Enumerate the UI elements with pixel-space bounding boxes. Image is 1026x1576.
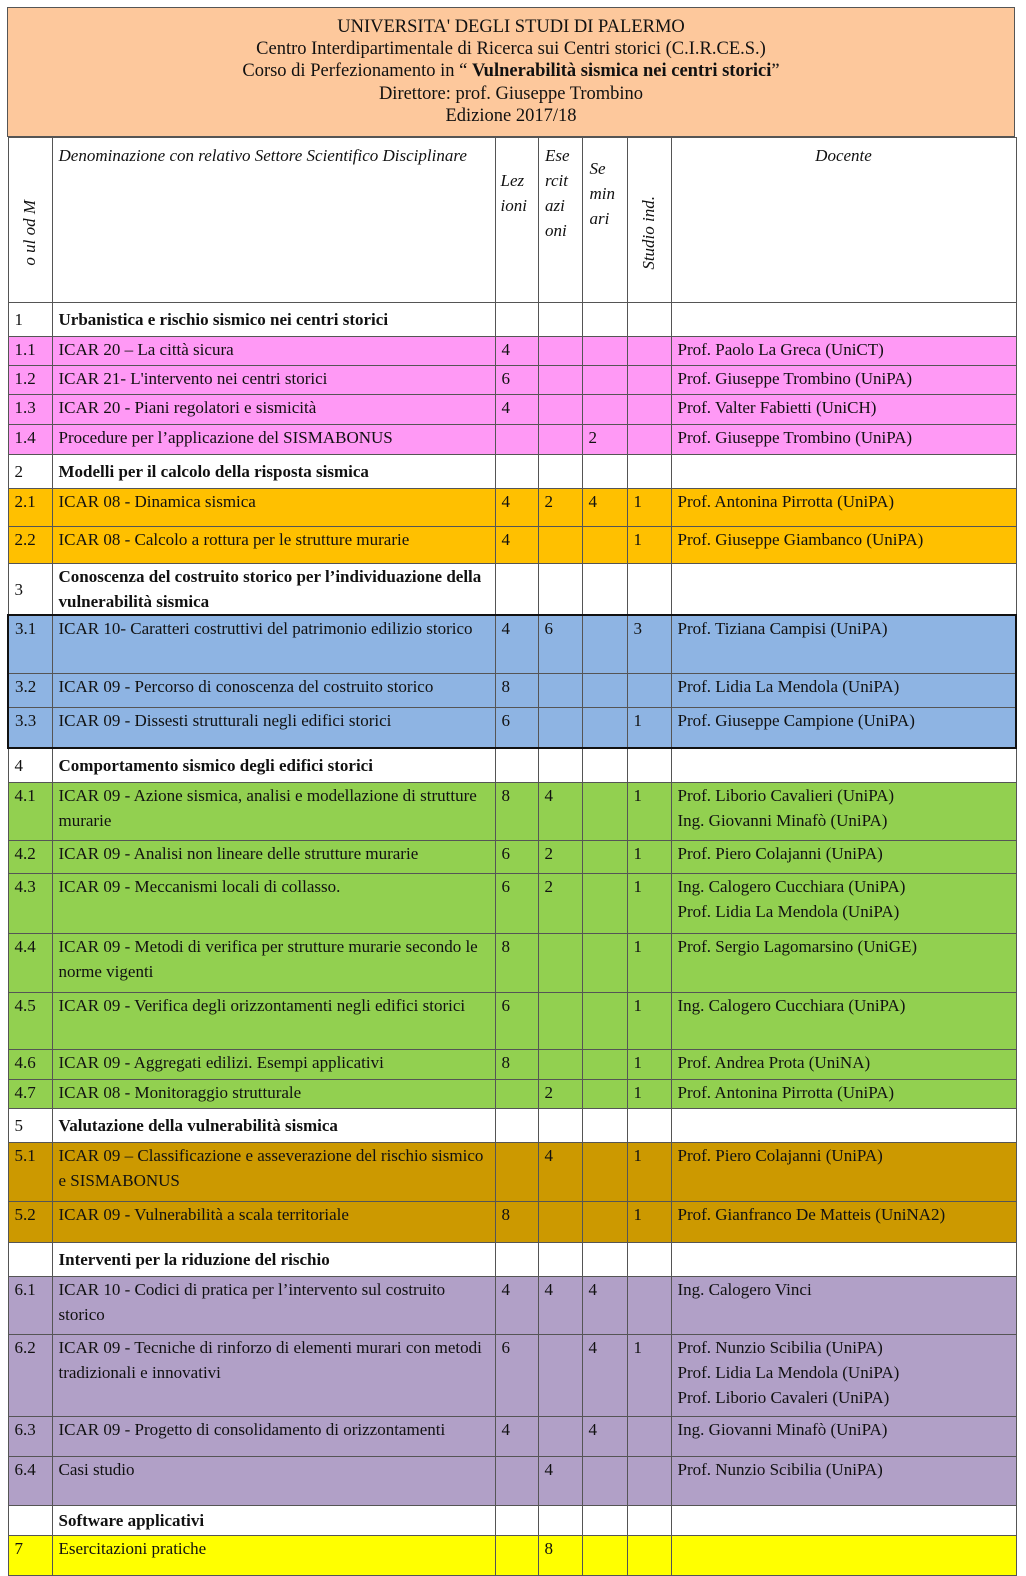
esercitazioni-hours: 2 — [538, 1079, 582, 1108]
docente-cell — [671, 395, 1016, 425]
edition: Edizione 2017/18 — [445, 105, 577, 126]
lezioni-hours: 6 — [495, 840, 538, 873]
module-title: ICAR 09 – Classificazione e asseverazione del rischio sismico e SISMABONUS — [52, 1142, 495, 1201]
module-number: 5.1 — [8, 1142, 52, 1201]
esercitazioni-hours: 2 — [538, 840, 582, 873]
col-docente: Docente — [671, 138, 1016, 303]
module-title: ICAR 09 - Dissesti strutturali negli edifici storici — [52, 707, 495, 748]
module-title: ICAR 08 - Dinamica sismica — [52, 489, 495, 527]
seminari-hours — [582, 707, 627, 748]
section-title: Comportamento sismico degli edifici storici — [52, 748, 495, 782]
lezioni-hours — [495, 1142, 538, 1201]
docente-cell — [671, 782, 1016, 840]
module-number: 2.1 — [8, 489, 52, 527]
studio-hours: 1 — [627, 1079, 671, 1108]
module-title: Procedure per l’applicazione del SISMABONUS — [52, 425, 495, 455]
module-title: ICAR 09 - Analisi non lineare delle strutture murarie — [52, 840, 495, 873]
docente-name: Prof. Nunzio Scibilia (UniPA) — [677, 1459, 883, 1479]
docente-cell — [671, 1079, 1016, 1108]
docente-cell — [671, 1276, 1016, 1334]
docente-name: Prof. Andrea Prota (UniNA) — [677, 1052, 871, 1072]
module-number: 4.4 — [8, 933, 52, 992]
esercitazioni-hours — [538, 673, 582, 707]
section-title: Interventi per la riduzione del rischio — [52, 1242, 495, 1276]
lezioni-hours: 6 — [495, 1334, 538, 1416]
lezioni-hours: 4 — [495, 615, 538, 673]
module-number: 4.6 — [8, 1049, 52, 1079]
module-number: 6.1 — [8, 1276, 52, 1334]
esercitazioni-hours — [538, 366, 582, 395]
module-row — [8, 673, 1016, 707]
section-number: 2 — [8, 455, 52, 489]
seminari-hours — [582, 933, 627, 992]
docente-name: Prof. Giuseppe Trombino (UniPA) — [677, 428, 913, 447]
esercitazioni-hours — [538, 337, 582, 366]
docente-cell — [671, 527, 1016, 564]
studio-hours: 1 — [627, 489, 671, 527]
docente-name: Prof. Piero Colajanni (UniPA) — [677, 843, 883, 863]
seminari-hours — [582, 527, 627, 564]
section-row — [8, 564, 1016, 616]
lezioni-hours: 4 — [495, 527, 538, 564]
esercitazioni-hours — [538, 527, 582, 564]
module-row — [8, 489, 1016, 527]
section-row — [8, 455, 1016, 489]
seminari-hours — [582, 395, 627, 425]
module-row — [8, 1416, 1016, 1456]
module-row — [8, 707, 1016, 748]
lezioni-hours: 8 — [495, 1049, 538, 1079]
module-row — [8, 933, 1016, 992]
docente-name: Prof. Lidia La Mendola (UniPA) — [677, 1362, 900, 1382]
module-title: ICAR 20 - Piani regolatori e sismicità — [52, 395, 495, 425]
university-name: UNIVERSITA' DEGLI STUDI DI PALERMO — [337, 17, 685, 37]
section-number — [8, 1505, 52, 1535]
esercitazioni-hours — [538, 395, 582, 425]
section-row — [8, 748, 1016, 782]
module-number: 6.4 — [8, 1456, 52, 1505]
studio-hours: 1 — [627, 527, 671, 564]
docente-cell — [671, 1334, 1016, 1416]
studio-hours: 1 — [627, 1334, 671, 1416]
docente-name: Ing. Calogero Vinci — [677, 1279, 812, 1299]
col-denominazione: Denominazione con relativo Settore Scientifico Disciplinare — [52, 138, 495, 303]
studio-hours — [627, 395, 671, 425]
docente-cell — [671, 840, 1016, 873]
module-number: 3.1 — [8, 615, 52, 673]
docente-cell — [671, 673, 1016, 707]
course-rows — [8, 303, 1016, 1576]
module-row — [8, 527, 1016, 564]
module-number: 4.2 — [8, 840, 52, 873]
module-number: 3.3 — [8, 707, 52, 748]
docente-cell — [671, 425, 1016, 455]
studio-hours — [627, 1276, 671, 1334]
module-row — [8, 615, 1016, 673]
studio-hours: 1 — [627, 1049, 671, 1079]
course-sheet — [7, 7, 1015, 1576]
docente-name: Ing. Giovanni Minafò (UniPA) — [677, 810, 888, 830]
esercitazioni-hours: 4 — [538, 1276, 582, 1334]
section-row — [8, 1505, 1016, 1535]
esercitazioni-hours: 8 — [538, 1535, 582, 1575]
module-title: Casi studio — [52, 1456, 495, 1505]
docente-name: Prof. Lidia La Mendola (UniPA) — [677, 901, 900, 921]
seminari-hours — [582, 337, 627, 366]
seminari-hours — [582, 1456, 627, 1505]
docente-name: Prof. Antonina Pirrotta (UniPA) — [677, 492, 895, 511]
lezioni-hours: 6 — [495, 366, 538, 395]
col-lezioni: Lez ioni — [495, 138, 538, 303]
module-title: ICAR 09 - Percorso di conoscenza del costruito storico — [52, 673, 495, 707]
seminari-hours — [582, 992, 627, 1049]
module-row — [8, 873, 1016, 933]
docente-cell — [671, 1142, 1016, 1201]
studio-hours: 1 — [627, 707, 671, 748]
section-title: Modelli per il calcolo della risposta sismica — [52, 455, 495, 489]
docente-name: Prof. Giuseppe Giambanco (UniPA) — [677, 530, 924, 549]
lezioni-hours: 4 — [495, 489, 538, 527]
module-row — [8, 992, 1016, 1049]
studio-hours — [627, 337, 671, 366]
col-esercitazioni: Ese rcit azi oni — [538, 138, 582, 303]
docente-cell — [671, 337, 1016, 366]
docente-cell — [671, 489, 1016, 527]
lezioni-hours: 8 — [495, 782, 538, 840]
director: Direttore: prof. Giuseppe Trombino — [378, 83, 644, 104]
section-row — [8, 1242, 1016, 1276]
esercitazioni-hours — [538, 1049, 582, 1079]
module-row — [8, 1079, 1016, 1108]
studio-hours: 1 — [627, 1201, 671, 1242]
docente-name: Prof. Paolo La Greca (UniCT) — [677, 340, 884, 359]
module-number: 4.3 — [8, 873, 52, 933]
esercitazioni-hours: 4 — [538, 1456, 582, 1505]
studio-hours — [627, 673, 671, 707]
docente-name: Prof. Liborio Cavalieri (UniPA) — [677, 785, 895, 805]
lezioni-hours: 6 — [495, 992, 538, 1049]
module-number: 4.5 — [8, 992, 52, 1049]
esercitazioni-hours — [538, 1416, 582, 1456]
esercitazioni-hours — [538, 1334, 582, 1416]
esercitazioni-hours: 2 — [538, 489, 582, 527]
module-number: 4.1 — [8, 782, 52, 840]
module-row — [8, 366, 1016, 395]
module-number: 7 — [8, 1535, 52, 1575]
module-title: ICAR 09 - Tecniche di rinforzo di elementi murari con metodi tradizionali e innovativi — [52, 1334, 495, 1416]
module-number: 6.3 — [8, 1416, 52, 1456]
section-number: 3 — [8, 564, 52, 616]
module-row — [8, 395, 1016, 425]
esercitazioni-hours — [538, 933, 582, 992]
docente-cell — [671, 873, 1016, 933]
docente-cell — [671, 1049, 1016, 1079]
module-title: ICAR 08 - Monitoraggio strutturale — [52, 1079, 495, 1108]
esercitazioni-hours — [538, 425, 582, 455]
docente-name: Prof. Liborio Cavaleri (UniPA) — [677, 1387, 890, 1407]
module-title: ICAR 09 - Verifica degli orizzontamenti negli edifici storici — [52, 992, 495, 1049]
module-title: ICAR 09 - Aggregati edilizi. Esempi applicativi — [52, 1049, 495, 1079]
module-title: ICAR 09 - Metodi di verifica per strutture murarie secondo le norme vigenti — [52, 933, 495, 992]
section-number — [8, 1242, 52, 1276]
docente-cell — [671, 366, 1016, 395]
module-number: 1.4 — [8, 425, 52, 455]
seminari-hours — [582, 1142, 627, 1201]
lezioni-hours: 6 — [495, 873, 538, 933]
docente-name: Ing. Calogero Cucchiara (UniPA) — [677, 876, 906, 896]
docente-name: Prof. Nunzio Scibilia (UniPA) — [677, 1337, 883, 1357]
seminari-hours: 4 — [582, 489, 627, 527]
studio-hours: 1 — [627, 873, 671, 933]
module-title: ICAR 09 - Vulnerabilità a scala territoriale — [52, 1201, 495, 1242]
col-modulo: o ul od M — [8, 138, 52, 303]
research-center: Centro Interdipartimentale di Ricerca sui Centri storici (C.I.R.CE.S.) — [256, 39, 766, 60]
docente-name: Prof. Tiziana Campisi (UniPA) — [677, 619, 888, 638]
studio-hours: 1 — [627, 782, 671, 840]
module-title: ICAR 20 – La città sicura — [52, 337, 495, 366]
docente-name: Prof. Piero Colajanni (UniPA) — [677, 1145, 883, 1165]
module-number: 1.3 — [8, 395, 52, 425]
module-number: 3.2 — [8, 673, 52, 707]
section-title: Urbanistica e rischio sismico nei centri storici — [52, 303, 495, 337]
module-number: 4.7 — [8, 1079, 52, 1108]
lezioni-hours: 4 — [495, 337, 538, 366]
seminari-hours: 4 — [582, 1276, 627, 1334]
esercitazioni-hours — [538, 707, 582, 748]
docente-cell — [671, 1201, 1016, 1242]
course-header — [7, 7, 1015, 137]
module-number: 5.2 — [8, 1201, 52, 1242]
section-number: 5 — [8, 1108, 52, 1142]
studio-hours — [627, 1416, 671, 1456]
section-row — [8, 1108, 1016, 1142]
esercitazioni-hours: 4 — [538, 1142, 582, 1201]
col-studio: Studio ind. — [627, 138, 671, 303]
module-row — [8, 337, 1016, 366]
seminari-hours — [582, 1535, 627, 1575]
docente-name: Prof. Antonina Pirrotta (UniPA) — [677, 1082, 895, 1102]
seminari-hours — [582, 366, 627, 395]
course-title: Corso di Perfezionamento in “ Vulnerabilità sismica nei centri storici” — [242, 61, 780, 82]
seminari-hours — [582, 1049, 627, 1079]
lezioni-hours — [495, 1079, 538, 1108]
docente-name: Prof. Valter Fabietti (UniCH) — [677, 398, 877, 417]
module-row — [8, 782, 1016, 840]
studio-hours — [627, 1456, 671, 1505]
column-header-row — [8, 138, 1016, 303]
esercitazioni-hours — [538, 992, 582, 1049]
lezioni-hours: 4 — [495, 395, 538, 425]
section-title: Valutazione della vulnerabilità sismica — [52, 1108, 495, 1142]
esercitazioni-hours: 4 — [538, 782, 582, 840]
module-title: ICAR 09 - Meccanismi locali di collasso. — [52, 873, 495, 933]
lezioni-hours — [495, 425, 538, 455]
section-row — [8, 303, 1016, 337]
esercitazioni-hours: 6 — [538, 615, 582, 673]
docente-name: Prof. Gianfranco De Matteis (UniNA2) — [677, 1204, 946, 1224]
course-table — [7, 137, 1017, 1576]
col-seminari: Se min ari — [582, 138, 627, 303]
seminari-hours — [582, 1079, 627, 1108]
docente-cell — [671, 615, 1016, 673]
seminari-hours — [582, 782, 627, 840]
module-row — [8, 840, 1016, 873]
module-row — [8, 1142, 1016, 1201]
docente-cell — [671, 1416, 1016, 1456]
seminari-hours — [582, 673, 627, 707]
lezioni-hours: 8 — [495, 933, 538, 992]
lezioni-hours: 4 — [495, 1276, 538, 1334]
seminari-hours: 4 — [582, 1334, 627, 1416]
module-title: ICAR 09 - Progetto di consolidamento di orizzontamenti — [52, 1416, 495, 1456]
docente-cell — [671, 1456, 1016, 1505]
section-number: 1 — [8, 303, 52, 337]
module-row — [8, 1201, 1016, 1242]
studio-hours: 3 — [627, 615, 671, 673]
seminari-hours — [582, 615, 627, 673]
studio-hours: 1 — [627, 1142, 671, 1201]
studio-hours — [627, 366, 671, 395]
module-number: 1.2 — [8, 366, 52, 395]
lezioni-hours: 8 — [495, 673, 538, 707]
docente-cell — [671, 992, 1016, 1049]
seminari-hours — [582, 840, 627, 873]
section-title: Conoscenza del costruito storico per l’individuazione della vulnerabilità sismica — [52, 564, 495, 616]
docente-cell — [671, 933, 1016, 992]
docente-cell — [671, 707, 1016, 748]
lezioni-hours — [495, 1456, 538, 1505]
module-row — [8, 1334, 1016, 1416]
module-title: ICAR 08 - Calcolo a rottura per le strutture murarie — [52, 527, 495, 564]
section-title: Software applicativi — [52, 1505, 495, 1535]
module-row — [8, 1456, 1016, 1505]
module-row — [8, 425, 1016, 455]
studio-hours: 1 — [627, 840, 671, 873]
studio-hours: 1 — [627, 992, 671, 1049]
module-title: ICAR 10- Caratteri costruttivi del patrimonio edilizio storico — [52, 615, 495, 673]
module-row — [8, 1049, 1016, 1079]
module-row — [8, 1535, 1016, 1575]
studio-hours — [627, 425, 671, 455]
seminari-hours — [582, 1201, 627, 1242]
docente-name: Prof. Giuseppe Campione (UniPA) — [677, 710, 915, 730]
module-title: Esercitazioni pratiche — [52, 1535, 495, 1575]
seminari-hours: 2 — [582, 425, 627, 455]
lezioni-hours: 6 — [495, 707, 538, 748]
lezioni-hours: 4 — [495, 1416, 538, 1456]
studio-hours: 1 — [627, 933, 671, 992]
docente-name: Prof. Lidia La Mendola (UniPA) — [677, 676, 900, 696]
lezioni-hours — [495, 1535, 538, 1575]
esercitazioni-hours: 2 — [538, 873, 582, 933]
module-title: ICAR 21- L'intervento nei centri storici — [52, 366, 495, 395]
module-number: 2.2 — [8, 527, 52, 564]
section-number: 4 — [8, 748, 52, 782]
docente-name: Prof. Giuseppe Trombino (UniPA) — [677, 369, 913, 388]
module-title: ICAR 10 - Codici di pratica per l’intervento sul costruito storico — [52, 1276, 495, 1334]
seminari-hours: 4 — [582, 1416, 627, 1456]
module-title: ICAR 09 - Azione sismica, analisi e modellazione di strutture murarie — [52, 782, 495, 840]
docente-name: Prof. Sergio Lagomarsino (UniGE) — [677, 936, 918, 956]
seminari-hours — [582, 873, 627, 933]
docente-name: Ing. Giovanni Minafò (UniPA) — [677, 1419, 888, 1439]
docente-name: Ing. Calogero Cucchiara (UniPA) — [677, 995, 906, 1015]
lezioni-hours: 8 — [495, 1201, 538, 1242]
studio-hours — [627, 1535, 671, 1575]
module-number: 6.2 — [8, 1334, 52, 1416]
docente-cell — [671, 1535, 1016, 1575]
esercitazioni-hours — [538, 1201, 582, 1242]
module-row — [8, 1276, 1016, 1334]
module-number: 1.1 — [8, 337, 52, 366]
